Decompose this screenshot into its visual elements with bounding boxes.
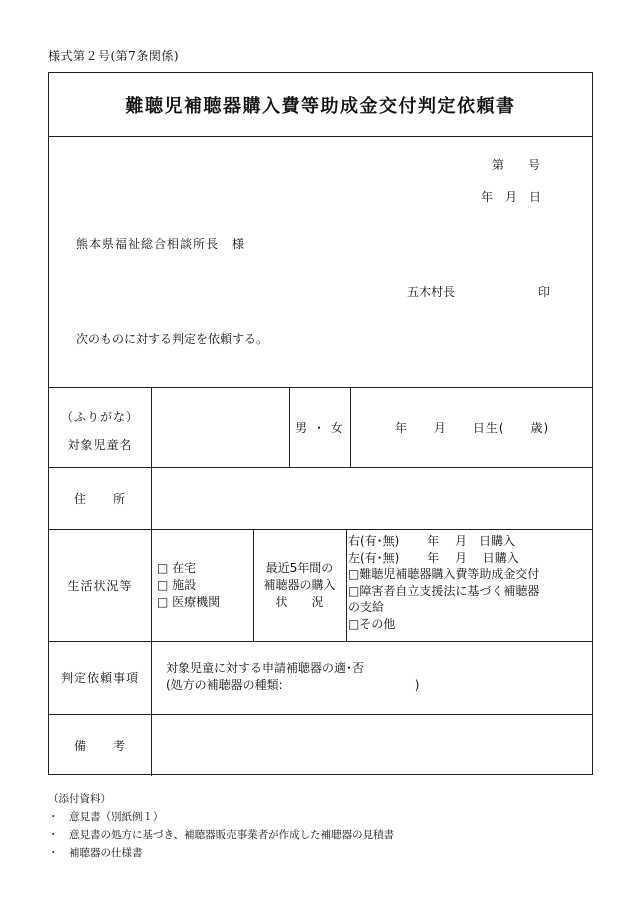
- hearing-aid-type-line: (処方の補聴器の種類: ): [166, 678, 420, 692]
- purchase-details: [348, 533, 539, 632]
- request-text: 次のものに対する判定を依頼する。: [76, 332, 269, 346]
- purchase-support-act: □障害者自立支援法に基づく補聴器: [348, 583, 540, 598]
- attachments: [48, 790, 394, 862]
- attachment-item: ・ 意見書の処方に基づき、補聴器販売事業者が作成した補聴器の見積書: [48, 829, 395, 841]
- seal-mark: 印: [538, 285, 551, 299]
- header-divider: [49, 136, 592, 137]
- document-number: 第 号: [492, 158, 541, 172]
- attachment-item: ・ 意見書（別紙例１）: [48, 811, 164, 823]
- form-title: 難聴児補聴器購入費等助成金交付判定依頼書: [125, 95, 516, 117]
- option-facility: □ 施設: [157, 578, 197, 592]
- child-name-label: 対象児童名: [67, 438, 133, 452]
- purchase-subsidy: □難聴児補聴器購入費等助成金交付: [348, 567, 540, 581]
- living-label: 生活状況等: [67, 578, 133, 593]
- option-medical: □ 医療機関: [157, 595, 221, 609]
- address-label: 住 所: [73, 491, 126, 506]
- sender-name: 五木村長: [407, 285, 456, 299]
- option-home: □ 在宅: [157, 561, 197, 575]
- birth-date-field: 年 月 日生( 歳): [394, 420, 550, 435]
- purchase-left: 左(有･無) 年 月 日購入: [348, 550, 519, 565]
- purchase-right: 右(有･無) 年 月 日購入: [348, 534, 515, 548]
- gender-field: 男 ・ 女: [295, 420, 344, 435]
- recent-label-line: 補聴器の購入: [263, 578, 336, 592]
- remarks-label: 備 考: [73, 738, 126, 753]
- subject-label: [49, 403, 151, 459]
- judgment-label: 判定依頼事項: [60, 671, 139, 685]
- document-date: 年 月 日: [481, 190, 542, 204]
- purchase-support-act-cont: の支給: [348, 600, 385, 614]
- recent-label-line: 状 況: [275, 595, 324, 609]
- form-frame: [48, 72, 593, 775]
- judgment-content: [166, 660, 419, 694]
- label-column-line: [151, 387, 152, 776]
- attachments-heading: （添付資料）: [48, 793, 111, 805]
- recent-purchase-line: [346, 529, 347, 641]
- recent-purchase-label: [253, 560, 346, 611]
- purchase-other: □その他: [348, 616, 396, 631]
- addressee: 熊本県福祉総合相談所長 様: [76, 237, 246, 251]
- furigana-label: （ふりがな）: [60, 410, 139, 424]
- judgment-line: 対象児童に対する申請補聴器の適･否: [166, 661, 365, 675]
- recent-label-line: 最近5年間の: [265, 561, 334, 575]
- living-options: [157, 560, 220, 611]
- form-number: 様式第２号(第7条関係): [48, 49, 179, 63]
- attachment-item: ・ 補聴器の仕様書: [48, 847, 143, 859]
